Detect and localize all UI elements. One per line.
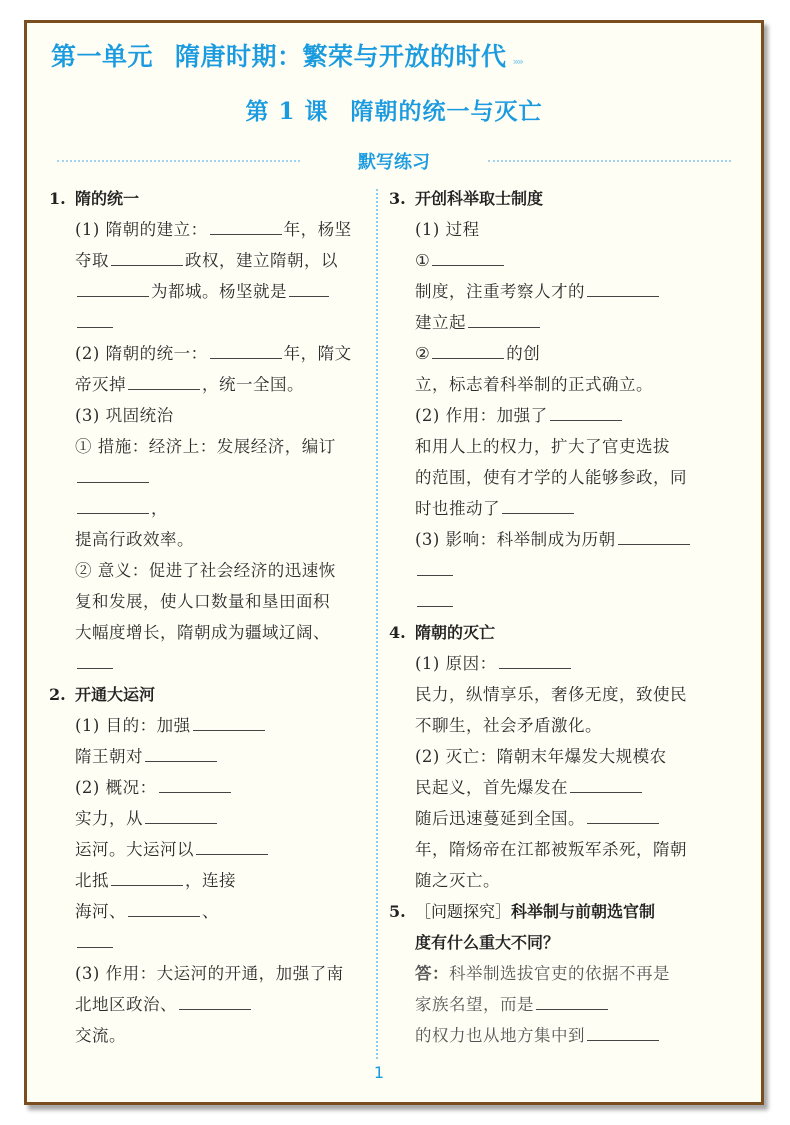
question-title: 科举制与前朝选官制 <box>511 902 656 921</box>
text-line <box>389 338 709 369</box>
answer-label: 答： <box>415 964 449 983</box>
fill-in-blank[interactable] <box>128 388 200 390</box>
line-text: (1) 目的：加强 <box>75 716 191 735</box>
line-text: 政权，建立隋朝，以 <box>185 251 338 270</box>
fill-in-blank[interactable] <box>618 543 690 545</box>
line-text: (2) 灭亡：隋朝末年爆发大规模农 <box>415 747 667 766</box>
workbook-page <box>24 20 764 1105</box>
question-4-heading <box>389 617 709 648</box>
line-text: (1) 隋朝的建立： <box>75 220 208 239</box>
text-line <box>49 772 359 803</box>
column-divider <box>376 189 378 1059</box>
text-line <box>49 958 359 989</box>
text-line <box>49 989 359 1020</box>
line-text: 实力，从 <box>75 809 143 828</box>
text-line <box>389 276 709 307</box>
line-text: 夺取 <box>75 251 109 270</box>
text-line <box>389 741 709 772</box>
text-line <box>49 865 359 896</box>
question-3-body <box>389 214 709 617</box>
text-line <box>389 245 709 276</box>
fill-in-blank[interactable] <box>432 264 504 266</box>
text-line <box>49 896 359 927</box>
fill-in-blank[interactable] <box>196 853 268 855</box>
text-line <box>389 648 709 679</box>
fill-in-blank[interactable] <box>502 512 574 514</box>
text-line <box>49 338 359 369</box>
fill-in-blank[interactable] <box>159 791 231 793</box>
answer-body <box>389 958 709 1051</box>
lesson-title <box>27 93 761 126</box>
fill-in-blank[interactable] <box>210 233 282 235</box>
line-text: 制度，注重考察人才的 <box>415 282 585 301</box>
line-text: 的范围，使有才学的人能够参政，同 <box>415 468 687 487</box>
fill-in-blank[interactable] <box>499 667 571 669</box>
fill-in-blank[interactable] <box>536 1008 608 1010</box>
fill-in-blank[interactable] <box>468 326 540 328</box>
text-line <box>49 617 359 648</box>
fill-in-blank[interactable] <box>145 760 217 762</box>
line-text: 不聊生，社会矛盾激化。 <box>415 716 602 735</box>
line-text: 提高行政效率。 <box>75 530 194 549</box>
fill-in-blank[interactable] <box>432 357 504 359</box>
text-line <box>389 710 709 741</box>
text-line <box>389 865 709 896</box>
fill-in-blank[interactable] <box>77 295 149 297</box>
line-text: (2) 隋朝的统一： <box>75 344 208 363</box>
fill-in-blank[interactable] <box>550 419 622 421</box>
text-line <box>49 214 359 245</box>
dotted-rule-left <box>57 160 300 162</box>
text-line <box>389 493 709 524</box>
question-title: 开通大运河 <box>75 685 156 704</box>
chevron-right-icon: »» <box>512 55 522 68</box>
line-text: 民起义，首先爆发在 <box>415 778 568 797</box>
dotted-rule-right <box>488 160 731 162</box>
question-5-heading-cont <box>389 927 709 958</box>
text-line <box>49 586 359 617</box>
fill-in-blank[interactable] <box>77 326 113 328</box>
text-line <box>389 586 709 617</box>
line-text: 大幅度增长，隋朝成为疆域辽阔、 <box>75 623 330 642</box>
text-line <box>389 679 709 710</box>
fill-in-blank[interactable] <box>570 791 642 793</box>
question-5-answer <box>389 958 709 1051</box>
line-text: 帝灭掉 <box>75 375 126 394</box>
line-text: 、 <box>202 902 219 921</box>
question-5-heading <box>389 896 709 927</box>
line-text: 复和发展，使人口数量和垦田面积 <box>75 592 330 611</box>
text-line <box>49 493 359 524</box>
section-heading <box>57 149 731 173</box>
text-line <box>49 927 359 958</box>
fill-in-blank[interactable] <box>111 264 183 266</box>
page-number: 1 <box>373 1063 385 1082</box>
line-text: ② <box>415 344 431 363</box>
fill-in-blank[interactable] <box>417 574 453 576</box>
line-text: (2) 作用：加强了 <box>415 406 548 425</box>
text-line <box>389 369 709 400</box>
text-line <box>389 307 709 338</box>
text-line <box>49 834 359 865</box>
text-line <box>389 462 709 493</box>
line-text: 科举制选拔官吏的依据不再是 <box>449 964 670 983</box>
fill-in-blank[interactable] <box>77 667 113 669</box>
line-text: 交流。 <box>75 1026 126 1045</box>
text-line <box>389 989 709 1020</box>
text-line <box>49 555 359 586</box>
question-4-body <box>389 648 709 896</box>
line-text: (3) 作用：大运河的开通，加强了南 <box>75 964 344 983</box>
text-line <box>49 710 359 741</box>
fill-in-blank[interactable] <box>193 729 265 731</box>
line-text: ，统一全国。 <box>202 375 304 394</box>
question-2-body <box>49 710 359 1051</box>
text-line <box>49 524 359 555</box>
question-3-heading <box>389 183 709 214</box>
fill-in-blank[interactable] <box>128 915 200 917</box>
line-text: 的创 <box>506 344 541 363</box>
text-line <box>49 462 359 493</box>
question-number: 4. <box>389 623 406 642</box>
question-number: 5. <box>389 902 406 921</box>
text-line <box>49 648 359 679</box>
fill-in-blank[interactable] <box>77 512 149 514</box>
line-text: (1) 过程 <box>415 220 480 239</box>
line-text: 随之灭亡。 <box>415 871 500 890</box>
line-text: 北抵 <box>75 871 109 890</box>
text-line <box>49 1020 359 1051</box>
fill-in-blank[interactable] <box>210 357 282 359</box>
line-text: ， <box>151 499 168 518</box>
line-text: 运河。大运河以 <box>75 840 194 859</box>
line-text: 和用人上的权力，扩大了官吏选拔 <box>415 437 670 456</box>
question-2-heading <box>49 679 359 710</box>
question-1-heading <box>49 183 359 214</box>
text-line <box>49 431 359 462</box>
line-text: 海河、 <box>75 902 126 921</box>
line-text: 年，隋文 <box>283 344 352 363</box>
text-line <box>389 958 709 989</box>
fill-in-blank[interactable] <box>587 295 659 297</box>
line-text: (3) 巩固统治 <box>75 406 174 425</box>
line-text: 建立起 <box>415 313 466 332</box>
line-text: 年，杨坚 <box>283 220 352 239</box>
fill-in-blank[interactable] <box>417 605 453 607</box>
lesson-label: 第 1 课 <box>245 98 329 125</box>
line-text: 的权力也从地方集中到 <box>415 1026 585 1045</box>
text-line <box>49 400 359 431</box>
text-line <box>389 803 709 834</box>
line-text: 年，隋炀帝在江都被叛军杀死，隋朝 <box>415 840 687 859</box>
line-text: (2) 概况： <box>75 778 157 797</box>
fill-in-blank[interactable] <box>587 1039 659 1041</box>
text-line <box>49 803 359 834</box>
unit-label: 第一单元 <box>51 42 154 71</box>
text-line <box>49 276 359 307</box>
line-text: 北地区政治、 <box>75 995 177 1014</box>
question-number: 2. <box>49 685 66 704</box>
line-text: 家族名望，而是 <box>415 995 534 1014</box>
fill-in-blank[interactable] <box>179 1008 251 1010</box>
line-text: 立，标志着科举制的正式确立。 <box>415 375 653 394</box>
text-line <box>389 1020 709 1051</box>
text-line <box>389 555 709 586</box>
line-text: ，连接 <box>185 871 236 890</box>
line-text: 隋王朝对 <box>75 747 143 766</box>
question-number: 1. <box>49 189 66 208</box>
line-text: (1) 原因： <box>415 654 497 673</box>
text-line <box>49 307 359 338</box>
lesson-title-text: 隋朝的统一与灭亡 <box>350 98 543 125</box>
line-text: 随后迅速蔓延到全国。 <box>415 809 585 828</box>
question-number: 3. <box>389 189 406 208</box>
unit-title <box>51 37 522 73</box>
fill-in-blank[interactable] <box>77 481 149 483</box>
line-text: ① <box>415 251 431 270</box>
question-title: 开创科举取士制度 <box>415 189 544 208</box>
fill-in-blank[interactable] <box>77 946 113 948</box>
fill-in-blank[interactable] <box>145 822 217 824</box>
unit-title-text: 隋唐时期：繁荣与开放的时代 <box>175 42 507 71</box>
line-text: 为都城。杨坚就是 <box>151 282 287 301</box>
left-column <box>49 183 359 1051</box>
text-line <box>389 834 709 865</box>
text-line <box>389 400 709 431</box>
section-label: 默写练习 <box>358 152 430 173</box>
line-text: 时也推动了 <box>415 499 500 518</box>
text-line <box>49 369 359 400</box>
text-line <box>389 524 709 555</box>
fill-in-blank[interactable] <box>111 884 183 886</box>
line-text: ① 措施：经济上：发展经济，编订 <box>75 437 336 456</box>
text-line <box>49 741 359 772</box>
inquiry-tag: ［问题探究］ <box>415 902 512 921</box>
text-line <box>389 214 709 245</box>
question-title: 隋朝的灭亡 <box>415 623 496 642</box>
question-title: 隋的统一 <box>75 189 140 208</box>
line-text: ② 意义：促进了社会经济的迅速恢 <box>75 561 336 580</box>
fill-in-blank[interactable] <box>289 295 329 297</box>
text-line <box>389 431 709 462</box>
line-text: 民力，纵情享乐，奢侈无度，致使民 <box>415 685 687 704</box>
right-column <box>389 183 709 1051</box>
fill-in-blank[interactable] <box>587 822 659 824</box>
question-title-cont: 度有什么重大不同？ <box>415 933 560 952</box>
question-1-body <box>49 214 359 679</box>
text-line <box>389 772 709 803</box>
line-text: (3) 影响：科举制成为历朝 <box>415 530 616 549</box>
text-line <box>49 245 359 276</box>
